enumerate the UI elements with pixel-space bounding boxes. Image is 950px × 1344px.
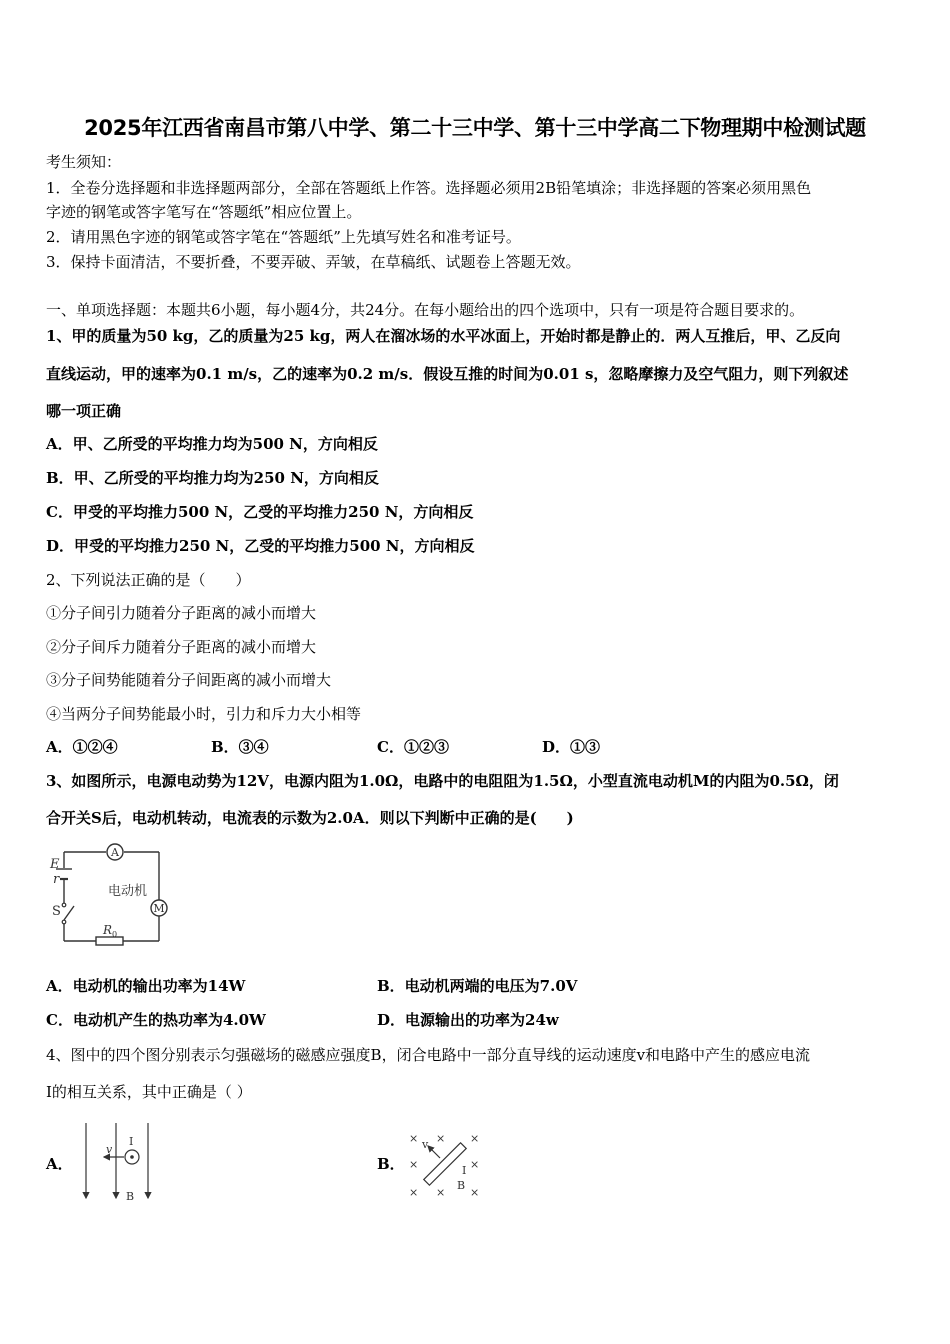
cross-mark: × (409, 1158, 419, 1171)
internal-resistance-label: r (53, 872, 60, 887)
circuit-diagram (44, 840, 174, 948)
question-1-option-d: D．甲受的平均推力250 N，乙受的平均推力500 N，方向相反 (46, 537, 475, 555)
notice-heading: 考生须知： (46, 153, 122, 171)
cross-mark: × (470, 1132, 480, 1145)
velocity-label: v (106, 1143, 113, 1156)
figure-b-field-diagram (404, 1126, 486, 1202)
page-title: 2025年江西省南昌市第八中学、第二十三中学、第十三中学高二下物理期中检测试题 (84, 116, 866, 140)
question-4-option-b: B． (377, 1155, 405, 1173)
switch-blade (64, 906, 74, 920)
question-2-statement: ②分子间斥力随着分子距离的减小而增大 (46, 638, 317, 656)
notice-item: 2．请用黑色字迹的钢笔或答字笔在“答题纸”上先填写姓名和准考证号。 (46, 228, 521, 246)
question-1-option-c: C．甲受的平均推力500 N，乙受的平均推力250 N，方向相反 (46, 503, 474, 521)
question-2-option-d: D．①③ (542, 738, 601, 756)
question-4-option-a: A． (46, 1155, 73, 1173)
ammeter-label: A (111, 846, 119, 859)
notice-item: 1．全卷分选择题和非选择题两部分，全部在答题纸上作答。选择题必须用2B铅笔填涂；非选择题的答案必须用黑色 (46, 179, 812, 197)
motor-symbol-label: M (153, 902, 165, 915)
cross-mark: × (470, 1186, 480, 1199)
motor-text-label: 电动机 (108, 884, 148, 899)
question-3-option-a: A．电动机的输出功率为14W (46, 977, 246, 995)
question-1-option-a: A．甲、乙所受的平均推力均为500 N，方向相反 (46, 435, 378, 453)
question-2-option-a: A．①②④ (46, 738, 118, 756)
resistor-label-sub: 0 (112, 930, 118, 939)
notice-item: 3．保持卡面清洁，不要折叠，不要弄破、弄皱，在草稿纸、试题卷上答题无效。 (46, 253, 581, 271)
cross-mark: × (470, 1158, 480, 1171)
question-2-statement: ③分子间势能随着分子间距离的减小而增大 (46, 671, 332, 689)
question-3-option-b: B．电动机两端的电压为7.0V (377, 977, 578, 995)
question-3-option-d: D．电源输出的功率为24w (377, 1011, 559, 1029)
switch-contact (62, 920, 66, 924)
resistor-icon (96, 937, 123, 945)
notice-item: 字迹的钢笔或答字笔写在“答题纸”相应位置上。 (46, 203, 362, 221)
question-2-option-c: C．①②③ (377, 738, 449, 756)
switch-label: S (52, 904, 61, 919)
figure-a-field-diagram (76, 1120, 160, 1204)
question-1-option-b: B．甲、乙所受的平均推力均为250 N，方向相反 (46, 469, 379, 487)
resistor-label-main: R (103, 923, 113, 937)
current-label: I (129, 1135, 134, 1148)
question-3-line: 3、如图所示，电源电动势为12V，电源内阻为1.0Ω，电路中的电阻阻为1.5Ω，小型直流电动机M的内阻为0.5Ω，闭 (46, 772, 839, 790)
section-heading: 一、单项选择题：本题共6小题，每小题4分，共24分。在每小题给出的四个选项中，只有一项是符合题目要求的。 (46, 301, 805, 319)
question-3-line: 合开关S后，电动机转动，电流表的示数为2.0A．则以下判断中正确的是( ) (46, 809, 574, 827)
question-1-line: 1、甲的质量为50 kg，乙的质量为25 kg，两人在溜冰场的水平冰面上，开始时都是静止的．两人互推后，甲、乙反向 (46, 327, 841, 345)
current-label: I (462, 1164, 467, 1177)
velocity-label: v (422, 1138, 429, 1151)
velocity-arrow (428, 1146, 440, 1158)
cross-mark: × (436, 1132, 446, 1145)
current-dot-icon (130, 1155, 134, 1159)
question-1-line: 哪一项正确 (46, 402, 122, 420)
switch-contact (62, 903, 66, 907)
question-3-option-c: C．电动机产生的热功率为4.0W (46, 1011, 266, 1029)
cross-mark: × (409, 1186, 419, 1199)
field-label: B (126, 1190, 135, 1203)
cross-mark: × (436, 1186, 446, 1199)
question-4-line: I的相互关系，其中正确是（ ） (46, 1083, 252, 1101)
question-2-option-b: B．③④ (211, 738, 269, 756)
field-label: B (457, 1179, 466, 1192)
question-2-statement: ①分子间引力随着分子距离的减小而增大 (46, 604, 317, 622)
cross-mark: × (409, 1132, 419, 1145)
emf-label: E (50, 857, 60, 872)
question-2-statement: ④当两分子间势能最小时，引力和斥力大小相等 (46, 705, 362, 723)
question-1-line: 直线运动，甲的速率为0.1 m/s，乙的速率为0.2 m/s．假设互推的时间为0.01 s，忽略摩擦力及空气阻力，则下列叙述 (46, 365, 849, 383)
resistor-label (102, 923, 117, 939)
question-2-stem: 2、下列说法正确的是（ ） (46, 571, 251, 589)
question-4-line: 4、图中的四个图分别表示匀强磁场的磁感应强度B，闭合电路中一部分直导线的运动速度v和电路中产生的感应电流 (46, 1046, 811, 1064)
